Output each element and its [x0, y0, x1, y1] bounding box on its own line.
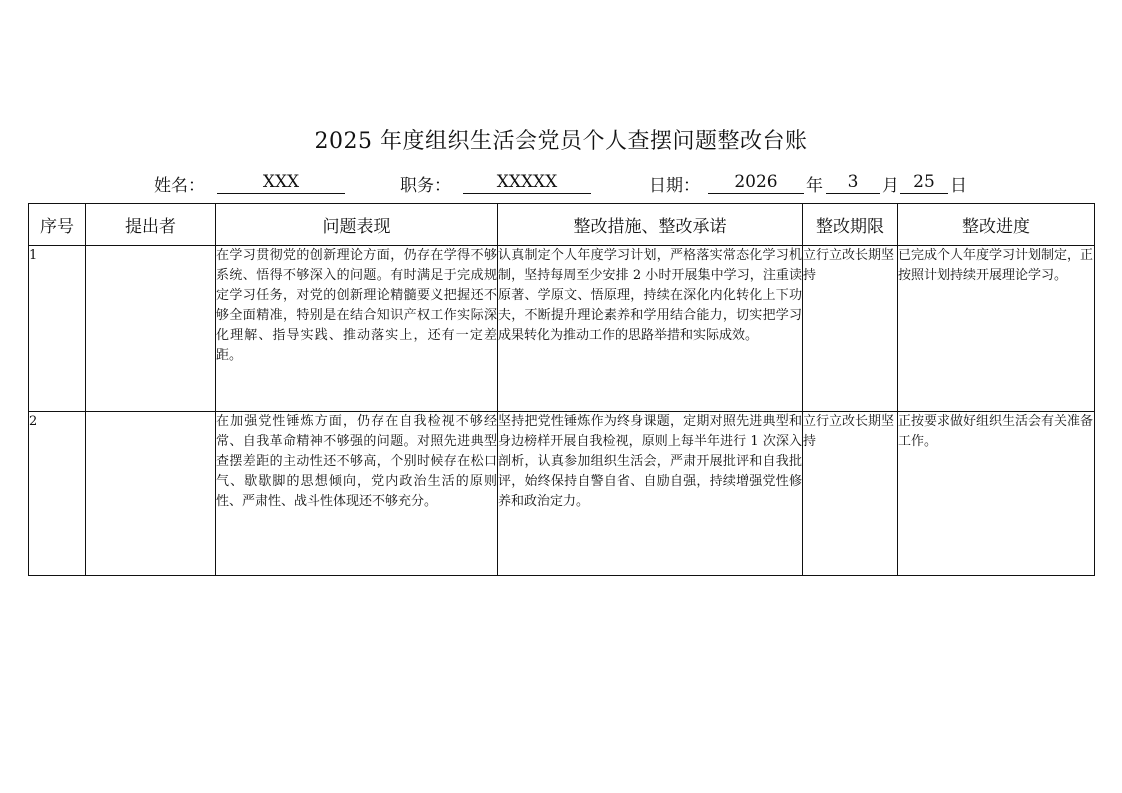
cell-no: 2 — [29, 412, 86, 576]
document-title: 2025 年度组织生活会党员个人查摆问题整改台账 — [314, 129, 808, 154]
table-header-row — [29, 204, 1095, 246]
cell-problem: 在学习贯彻党的创新理论方面，仍存在学得不够系统、悟得不够深入的问题。有时满足于完成规定学习任务，对党的创新理论精髓要义把握还不够全面精准，特别是在结合知识产权工作实际深化理解、指导实践、推动落实上，还有一定差距。 — [216, 246, 498, 412]
rectification-ledger-table — [28, 203, 1095, 576]
info-line — [0, 171, 1122, 197]
year-unit: 年 — [806, 176, 823, 196]
year-value: 2026 — [734, 172, 778, 192]
cell-problem: 在加强党性锤炼方面，仍存在自我检视不够经常、自我革命精神不够强的问题。对照先进典型查摆差距的主动性还不够高，个别时候存在松口气、歇歇脚的思想倾向，党内政治生活的原则性、严肃性、战斗性体现还不够充分。 — [216, 412, 498, 576]
header-proposer: 提出者 — [86, 204, 216, 246]
header-progress: 整改进度 — [898, 204, 1095, 246]
cell-deadline: 立行立改长期坚持 — [803, 412, 898, 576]
header-deadline: 整改期限 — [803, 204, 898, 246]
day-value: 25 — [913, 172, 935, 192]
position-label: 职务： — [400, 176, 451, 196]
cell-proposer — [86, 246, 216, 412]
table-row — [29, 246, 1095, 412]
table-row — [29, 412, 1095, 576]
name-value: XXX — [262, 172, 300, 192]
position-value: XXXXX — [496, 172, 558, 192]
cell-measures: 认真制定个人年度学习计划，严格落实常态化学习机制，坚持每周至少安排 2 小时开展集中学习，注重读原著、学原文、悟原理，持续在深化内化转化上下功夫，不断提升理论素养和学用结合能力，切实把学习成果转化为推动工作的思路举措和实际成效。 — [498, 246, 803, 412]
cell-measures: 坚持把党性锤炼作为终身课题，定期对照先进典型和身边榜样开展自我检视，原则上每半年进行 1 次深入剖析，认真参加组织生活会，严肃开展批评和自我批评，始终保持自警自省、自励自强，持续增强党性修养和政治定力。 — [498, 412, 803, 576]
cell-deadline: 立行立改长期坚持 — [803, 246, 898, 412]
header-no: 序号 — [29, 204, 86, 246]
cell-proposer — [86, 412, 216, 576]
header-measures: 整改措施、整改承诺 — [498, 204, 803, 246]
cell-no: 1 — [29, 246, 86, 412]
month-unit: 月 — [882, 176, 899, 196]
name-label: 姓名： — [154, 176, 205, 196]
date-label: 日期： — [649, 176, 700, 196]
month-value: 3 — [847, 172, 859, 192]
header-problem: 问题表现 — [216, 204, 498, 246]
day-unit: 日 — [950, 176, 967, 196]
cell-progress: 已完成个人年度学习计划制定，正按照计划持续开展理论学习。 — [898, 246, 1095, 412]
cell-progress: 正按要求做好组织生活会有关准备工作。 — [898, 412, 1095, 576]
